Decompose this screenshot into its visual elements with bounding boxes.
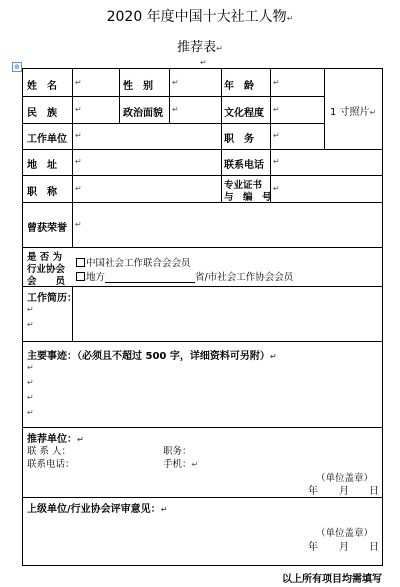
ethnicity-field[interactable]: ↵ <box>75 105 82 114</box>
deeds-field[interactable]: ↵ <box>27 363 34 372</box>
position-label: 职 务 <box>224 134 254 145</box>
workplace-field[interactable]: ↵ <box>75 131 82 140</box>
title-field[interactable]: ↵ <box>75 184 82 193</box>
province-blank[interactable] <box>105 272 195 283</box>
resume-field[interactable]: ↵ <box>27 305 34 314</box>
contact-phone-label: 联系电话： <box>27 459 75 470</box>
name-label: 姓 名 <box>27 81 57 92</box>
table-move-handle-icon[interactable]: ⊕ <box>12 62 22 72</box>
paragraph-mark: ↵ <box>27 408 34 417</box>
gender-field[interactable]: ↵ <box>172 78 179 87</box>
paragraph-mark: ↵ <box>27 393 34 402</box>
recommender-date-month: 月 <box>339 486 349 497</box>
form-title: 2020 年度中国十大社工人物↵ <box>106 9 294 25</box>
deeds-label: 主要事迹：（必须且不超过 500 字，详细资料可另附）↵ <box>27 351 277 362</box>
education-field[interactable]: ↵ <box>273 105 280 114</box>
recommendation-form-table <box>22 68 383 566</box>
form-subtitle: 推荐表↵ <box>177 40 223 55</box>
recommend-unit-label: 推荐单位：↵ <box>27 434 84 445</box>
member-option-national[interactable]: 中国社会工作联合会会员 <box>76 255 191 269</box>
political-status-field[interactable]: ↵ <box>172 105 179 114</box>
checkbox-local[interactable] <box>76 272 85 281</box>
recommender-date-year: 年 <box>308 486 318 497</box>
recommender-seal-label: （单位盖章） <box>316 473 374 484</box>
review-date-month: 月 <box>339 542 349 553</box>
review-seal-label: （单位盖章） <box>316 528 374 539</box>
workplace-label: 工作单位 <box>27 134 67 145</box>
paragraph-mark: ↵ <box>27 378 34 387</box>
name-field[interactable]: ↵ <box>75 78 82 87</box>
certificate-label-line2: 与 编 号 <box>224 192 272 203</box>
mobile-label: 手机：↵ <box>163 459 199 470</box>
review-date-year: 年 <box>308 542 318 553</box>
paragraph-mark: ↵ <box>200 58 207 67</box>
member-label-line2: 行业协会 <box>27 264 66 275</box>
contact-person-label: 联 系 人： <box>27 446 72 457</box>
review-label: 上级单位/行业协会评审意见：↵ <box>27 504 168 515</box>
education-label: 文化程度 <box>224 108 264 119</box>
certificate-label-line1: 专业证书 <box>224 180 263 191</box>
certificate-field[interactable]: ↵ <box>273 184 280 193</box>
paragraph-mark: ↵ <box>27 320 34 329</box>
address-field[interactable]: ↵ <box>75 157 82 166</box>
age-field[interactable]: ↵ <box>273 78 280 87</box>
member-label-line3: 会 员 <box>27 276 66 287</box>
political-status-label: 政治面貌 <box>123 108 163 119</box>
title-label: 职 称 <box>27 187 57 198</box>
footer-note: 以上所有项目均需填写 <box>282 574 382 585</box>
recommender-date-day: 日 <box>369 486 379 497</box>
photo-placeholder[interactable]: 1 寸照片↵ <box>330 107 377 118</box>
honors-label: 曾获荣誉 <box>27 223 67 234</box>
resume-label: 工作简历： <box>27 293 77 304</box>
gender-label: 性 别 <box>123 81 153 92</box>
ethnicity-label: 民 族 <box>27 108 57 119</box>
member-option-local[interactable]: 地方 省/市社会工作协会会员 <box>76 269 293 283</box>
phone-label: 联系电话 <box>224 160 264 171</box>
member-label-line1: 是 否 为 <box>27 252 63 263</box>
checkbox-national[interactable] <box>76 258 85 267</box>
phone-field[interactable]: ↵ <box>273 157 280 166</box>
position-field[interactable]: ↵ <box>273 131 280 140</box>
review-date-day: 日 <box>369 542 379 553</box>
honors-field[interactable]: ↵ <box>75 220 82 229</box>
address-label: 地 址 <box>27 160 57 171</box>
job-label: 职务： <box>163 446 192 457</box>
age-label: 年 龄 <box>224 81 254 92</box>
